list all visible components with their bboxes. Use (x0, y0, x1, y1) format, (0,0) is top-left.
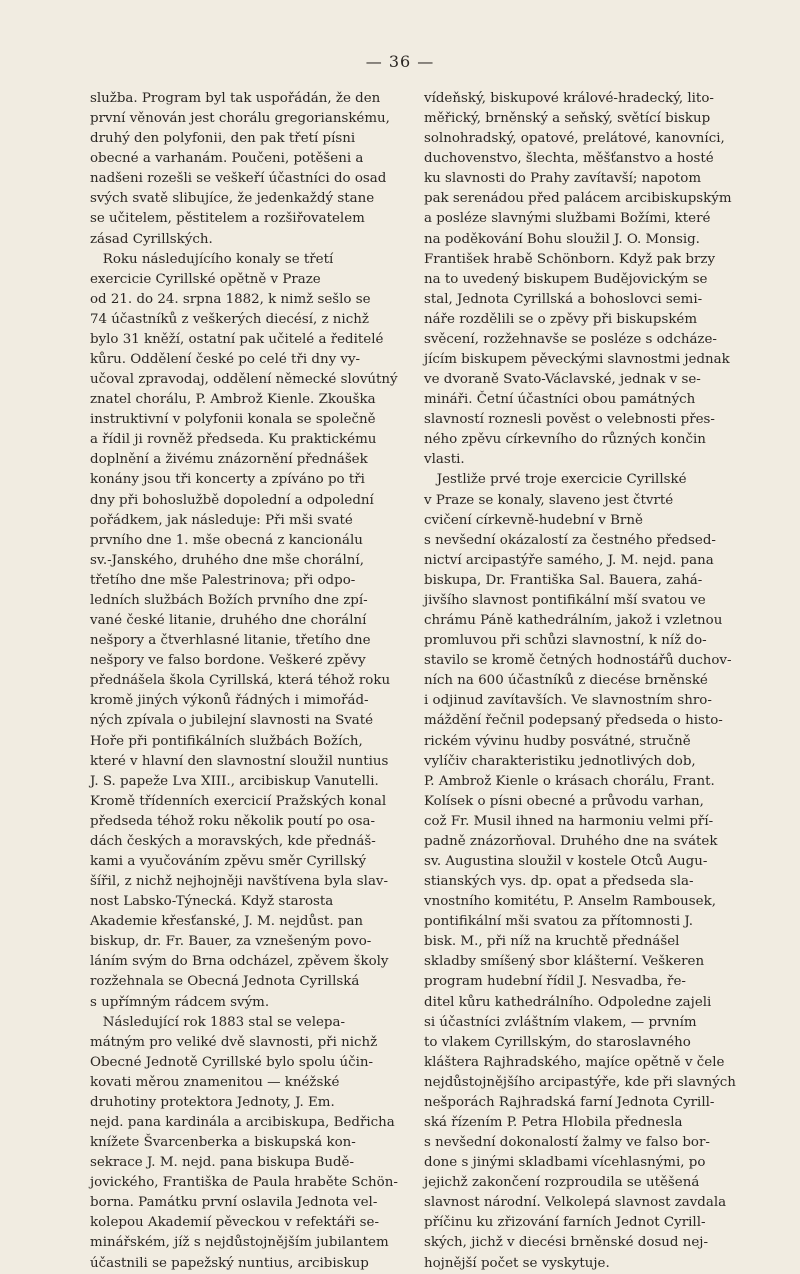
text-line: účastnili se papežský nuntius, arcibiskup (90, 1255, 369, 1271)
text-line: obecné a varhanám. Poučeni, potěšeni a (90, 151, 364, 167)
text-line: minářském, jíž s nejdůstojnějším jubilantem (90, 1235, 389, 1251)
text-line: borna. Památku první oslavila Jednota vel- (90, 1195, 378, 1211)
text-line: příčinu ku zřizování farních Jednot Cyrill- (424, 1215, 706, 1231)
text-line: stavilo se kromě četných hodnostářů duchov- (424, 653, 732, 669)
text-line: i odjinud zavítavších. Ve slavnostním shro- (424, 693, 712, 709)
text-line: to vlakem Cyrillským, do staroslavného (424, 1034, 691, 1050)
text-line: skladby smíšený sbor klášterní. Veškeren (424, 954, 705, 970)
text-line: služba. Program byl tak uspořádán, že den (90, 91, 381, 106)
right-text-column (424, 89, 744, 1274)
text-line: slavnost národní. Velkolepá slavnost zavdala (424, 1195, 727, 1211)
text-line: František hrabě Schönborn. Když pak brzy (424, 251, 716, 267)
text-line: s nevšední dokonalostí žalmy ve falso bor- (424, 1135, 710, 1151)
text-line: Jestliže prvé troje exercicie Cyrillské (424, 472, 687, 488)
text-line: kromě jiných výkonů řádných i mimořád- (90, 693, 369, 709)
text-line: máždění řečnil podepsaný předseda o histo- (424, 713, 723, 729)
text-line: kolepou Akademií pěveckou v refektáři se- (90, 1215, 379, 1231)
text-line: rozžehnala se Obecná Jednota Cyrillská (90, 974, 360, 990)
text-line: prvního dne 1. mše obecná z kancionálu (90, 532, 363, 548)
left-text-column (90, 89, 408, 1274)
text-line: dách českých a moravských, kde přednáš- (90, 833, 376, 849)
text-line: druhotiny protektora Jednoty, J. Em. (90, 1094, 335, 1110)
text-line: znatel chorálu, P. Ambrož Kienle. Zkouška (90, 392, 376, 408)
text-line: s nevšední okázalostí za čestného předsed- (424, 532, 716, 548)
text-line: třetího dne mše Palestrinova; při odpo- (90, 572, 356, 588)
text-line: v Praze se konaly, slaveno jest čtvrté (424, 492, 674, 508)
text-line: konány jsou tři koncerty a zpíváno po tři (90, 472, 365, 488)
text-line: od 21. do 24. srpna 1882, k nimž sešlo se (90, 291, 371, 307)
text-line: nost Labsko-Týnecká. Když starosta (90, 894, 334, 910)
text-line: biskupa, Dr. Františka Sal. Bauera, zahá- (424, 572, 703, 588)
text-line: Roku následujícího konaly se třetí (90, 251, 334, 267)
text-line: P. Ambrož Kienle o krásach chorálu, Frant. (424, 773, 715, 789)
text-line: ledních službách Božích prvního dne zpí- (90, 592, 368, 608)
text-line: vylíčiv charakteristiku jednotlivých dob, (424, 753, 696, 769)
text-line: mináři. Četní účastníci obou památných (424, 392, 696, 408)
text-line: jícím biskupem pěveckými slavnostmi jednak (424, 352, 730, 368)
page-number: — 36 — (365, 52, 435, 71)
text-line: ného zpěvu církevního do různých končin (424, 432, 706, 448)
text-line: stianských vys. dp. opat a předseda sla- (424, 874, 694, 890)
text-line: biskup, dr. Fr. Bauer, za vznešeným povo- (90, 934, 372, 950)
text-line: promluvou při schůzi slavnostní, k níž do- (424, 633, 707, 649)
text-line: done s jinými skladbami vícehlasnými, po (424, 1155, 706, 1171)
text-line: vané české litanie, druhého dne chorální (90, 613, 367, 629)
text-line: náře rozdělili se o zpěvy při biskupském (424, 311, 698, 327)
text-line: první věnován jest chorálu gregorianskému, (90, 111, 390, 127)
text-line: učoval zpravodaj, oddělení německé slovútný (90, 372, 398, 388)
text-line: pontifikální mši svatou za přítomnosti J. (424, 914, 694, 930)
text-line: sv. Augustina sloužil v kostele Otců Augu- (424, 853, 708, 869)
text-line: druhý den polyfonii, den pak třetí písni (90, 131, 356, 147)
text-line: což Fr. Musil ihned na harmoniu velmi pří- (424, 813, 714, 829)
text-line: nejd. pana kardinála a arcibiskupa, Bedřicha (90, 1114, 395, 1130)
text-line: bylo 31 kněží, ostatní pak učitelé a ředitelé (90, 331, 384, 347)
text-line: nešpory a čtverhlasné litanie, třetího dne (90, 633, 371, 649)
text-line: Následující rok 1883 stal se velepa- (90, 1014, 345, 1030)
text-line: J. S. papeže Lva XIII., arcibiskup Vanutelli. (90, 773, 379, 789)
text-line: na poděkování Bohu sloužil J. O. Monsig. (424, 231, 700, 247)
text-line: kláštera Rajhradského, majíce opětně v čele (424, 1054, 725, 1070)
text-line: duchovenstvo, šlechta, měšťanstvo a hosté (424, 151, 714, 167)
text-line: knížete Švarcenberka a biskupská kon- (90, 1135, 356, 1151)
text-line: kůru. Oddělení české po celé tři dny vy- (90, 352, 361, 368)
text-line: cvičení církevně-hudební v Brně (424, 512, 643, 528)
text-line: jovického, Františka de Paula hraběte Schön- (90, 1175, 398, 1191)
text-line: svěcení, rozžehnavše se posléze s odcháze- (424, 331, 717, 347)
text-line: nejdůstojnějšího arcipastýře, kde při slavných (424, 1074, 736, 1090)
text-line: na to uvedený biskupem Budějovickým se (424, 271, 708, 287)
text-line: vídeňský, biskupové králové-hradecký, lito- (424, 91, 714, 106)
text-line: nictví arcipastýře samého, J. M. nejd. pana (424, 552, 714, 568)
text-line: 74 účastníků z veškerých diecésí, z nichž (90, 311, 369, 327)
text-line: a posléze slavnými službami Božími, které (424, 211, 711, 227)
text-line: předseda téhož roku několik poutí po osa- (90, 813, 376, 829)
text-line: ných zpívala o jubilejní slavnosti na Svaté (90, 713, 374, 729)
text-line: Kolísek o písni obecné a průvodu varhan, (424, 793, 704, 809)
text-line: kami a vyučováním zpěvu směr Cyrillský (90, 853, 367, 869)
text-line: chrámu Páně kathedrálním, jakož i vzletnou (424, 613, 723, 629)
text-line: ditel kůru kathedrálního. Odpoledne zajeli (424, 994, 712, 1010)
text-line: s upřímným rádcem svým. (90, 994, 270, 1010)
text-line: láním svým do Brna odcházel, zpěvem školy (90, 954, 389, 970)
text-line: zásad Cyrillských. (90, 231, 213, 247)
text-line: padně znázorňoval. Druhého dne na svátek (424, 833, 718, 849)
text-line: si účastníci zvláštním vlakem, — prvním (424, 1014, 697, 1030)
text-line: ku slavnosti do Prahy zavítavší; napotom (424, 171, 702, 187)
text-line: ská řízením P. Petra Hlobila přednesla (424, 1114, 683, 1130)
text-line: rickém vývinu hudby posvátné, stručně (424, 733, 691, 749)
text-line: nešporách Rajhradská farní Jednota Cyrill- (424, 1094, 715, 1110)
text-line: exercicie Cyrillské opětně v Praze (90, 271, 321, 287)
text-line: měřický, brněnský a seňský, světící biskup (424, 111, 711, 127)
text-line: bisk. M., při níž na kruchtě přednášel (424, 934, 680, 950)
text-line: nadšeni rozešli se veškeří účastníci do osad (90, 171, 387, 187)
text-line: Obecné Jednotě Cyrillské bylo spolu účin- (90, 1054, 374, 1070)
text-line: hojnější počet se vyskytuje. (424, 1255, 610, 1271)
text-line: přednášela škola Cyrillská, která téhož roku (90, 673, 391, 689)
text-line: nešpory ve falso bordone. Veškeré zpěvy (90, 653, 366, 669)
text-line: šířil, z nichž nejhojněji navštívena byla slav- (90, 874, 389, 890)
text-line: jejichž zakončení rozproudila se utěšená (424, 1175, 700, 1191)
text-line: vlasti. (424, 452, 465, 468)
text-line: mátným pro veliké dvě slavnosti, při nichž (90, 1034, 378, 1050)
text-line: pořádkem, jak následuje: Při mši svaté (90, 512, 353, 528)
text-line: sv.-Janského, druhého dne mše chorální, (90, 552, 364, 568)
text-line: program hudební řídil J. Nesvadba, ře- (424, 974, 686, 990)
text-line: Kromě třídenních exercicií Pražských konal (90, 793, 387, 809)
text-line: svých svatě slibujíce, že jedenkaždý stane (90, 191, 375, 207)
text-line: Hoře při pontifikálních službách Božích, (90, 733, 363, 749)
text-line: instruktivní v polyfonii konala se společně (90, 412, 376, 428)
text-line: slavností roznesli pověst o velebnosti přes- (424, 412, 715, 428)
text-line: kovati měrou znamenitou — knéžské (90, 1074, 340, 1090)
text-line: ních na 600 účastníků z diecése brněnské (424, 673, 708, 689)
text-line: které v hlavní den slavnostní sloužil nuntius (90, 753, 389, 769)
text-line: se učitelem, pěstitelem a rozšiřovatelem (90, 211, 365, 227)
text-line: jivšího slavnost pontifikální mší svatou ve (424, 592, 706, 608)
text-line: stal, Jednota Cyrillská a bohoslovci semi- (424, 291, 703, 307)
text-line: ských, jichž v diecési brněnské dosud nej- (424, 1235, 708, 1251)
text-line: vnostního komitétu, P. Anselm Rambousek, (424, 894, 716, 910)
text-line: doplnění a živému znázornění přednášek (90, 452, 368, 468)
text-line: pak serenádou před palácem arcibiskupským (424, 191, 732, 207)
text-line: Akademie křesťanské, J. M. nejdůst. pan (90, 914, 364, 930)
text-line: sekrace J. M. nejd. pana biskupa Budě- (90, 1155, 355, 1171)
text-line: a řídil ji rovněž předseda. Ku praktickému (90, 432, 377, 448)
text-line: ve dvoraně Svato-Václavské, jednak v se- (424, 372, 701, 388)
text-line: dny při bohoslužbě dopolední a odpolední (90, 492, 374, 508)
text-line: solnohradský, opatové, prelátové, kanovníci, (424, 131, 725, 147)
